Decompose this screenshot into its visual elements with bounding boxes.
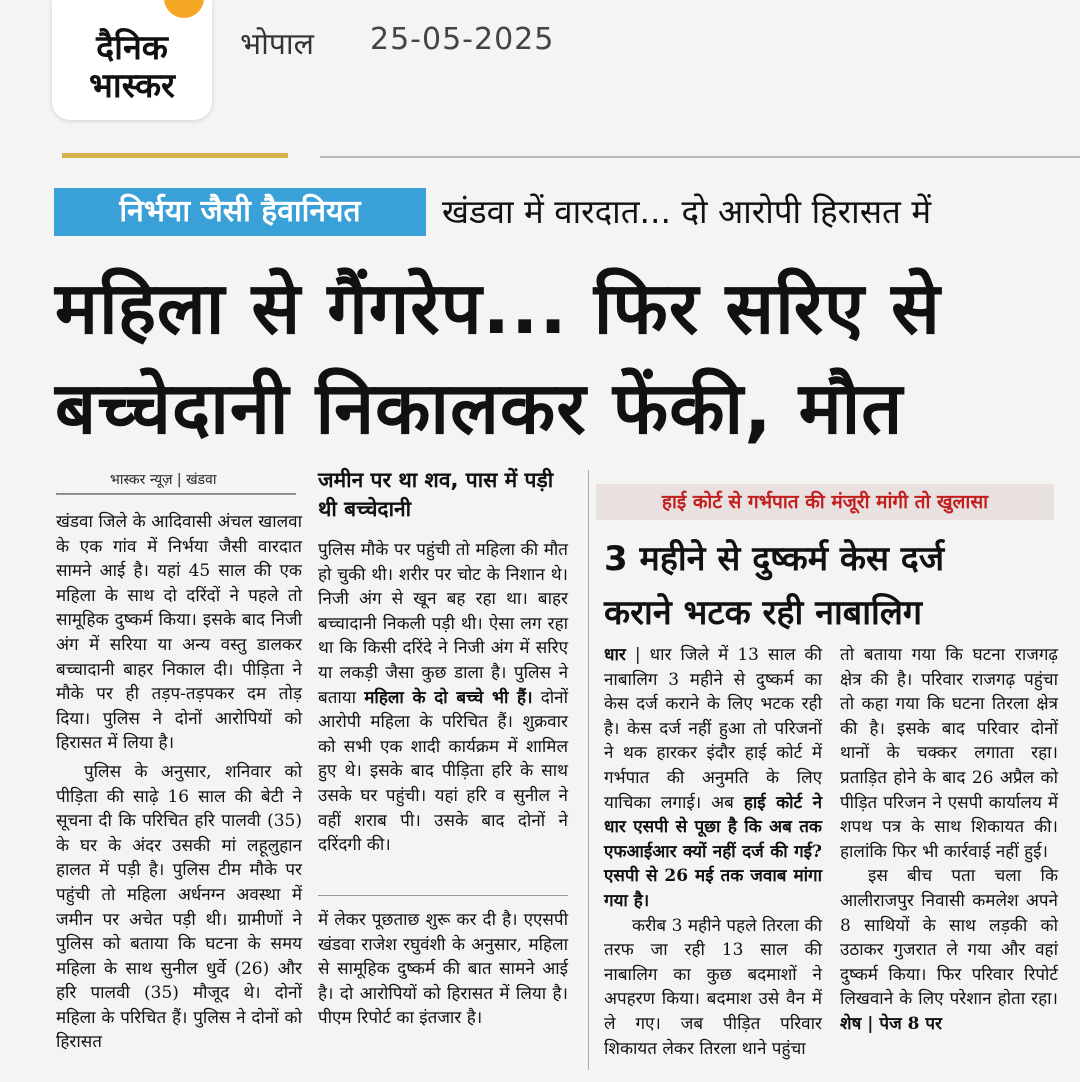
main-story-column1 <box>56 510 302 1055</box>
paragraph: पुलिस के अनुसार, शनिवार को पीड़िता की साढ़े 16 साल की बेटी ने सूचना दी कि परिचित हरि पालवी (35) के घर के अंदर उसकी मां लहूलुहान हालत में पड़ी है। पुलिस टीम मौके पर पहुंची तो महिला अर्धनग्न अवस्था में जमीन पर अचेत पड़ी थी। ग्रामीणों ने पुलिस को बताया कि घटना के समय महिला के साथ सुनील धुर्वे (26) और हरि पालवी (35) मौजूद थे। दोनों महिला के परिचित हैं। पुलिस ने दोनों को हिरासत <box>56 761 302 1053</box>
kicker-text: खंडवा में वारदात... दो आरोपी हिरासत में <box>442 192 932 231</box>
byline-divider <box>56 493 296 495</box>
story-divider <box>588 470 589 1070</box>
paragraph <box>318 538 568 858</box>
logo-text-line2: भास्कर <box>89 66 175 106</box>
paragraph: करीब 3 महीने पहले तिरला की तरफ जा रही 13 साल की नाबालिग का कुछ बदमाशों ने अपहरण किया। बदमाश उसे वैन में ले गए। जब पीड़ित परिवार शिकायत लेकर तिरला थाने पहुंचा <box>604 915 822 1059</box>
paragraph-text: पुलिस मौके पर पहुंची तो महिला की मौत हो चुकी थी। शरीर पर चोट के निशान थे। निजी अंग से खून बह रहा था। बाहर बच्चादानी निकली पड़ी थी। ऐसा लग रहा था कि किसी दरिंदे ने निजी अंग में सरिए या लकड़ी जैसा कुछ डाला है। पुलिस ने बताया <box>318 540 568 708</box>
headline-line1: महिला से गैंगरेप... फिर सरिए से <box>55 266 941 350</box>
side-story-kicker: हाई कोर्ट से गर्भपात की मंजूरी मांगी तो खुलासा <box>596 484 1054 520</box>
sun-logo-icon <box>164 0 204 18</box>
paragraph: तो बताया गया कि घटना राजगढ़ क्षेत्र की है। परिवार राजगढ़ पहुंचा तो कहा गया कि घटना तिरला क्षेत्र की है। इसके बाद परिवार दोनों थानों के चक्कर लगाता रहा। प्रताड़ित होने के बाद 26 अप्रैल को पीड़ित परिजन ने एसपी कार्यालय में शपथ पत्र के साथ शिकायत की। हालांकि फिर भी कार्रवाई नहीं हुई। <box>840 645 1058 862</box>
headline-line2: बच्चेदानी निकालकर फेंकी, मौत <box>55 366 904 450</box>
paragraph-text: इस बीच पता चला कि आलीराजपुर निवासी कमलेश अपने 8 साथियों के साथ लड़की को उठाकर गुजरात ले गया और वहां दुष्कर्म किया। फिर परिवार रिपोर्ट लिखवाने के लिए परेशान होता रहा। <box>840 866 1058 1010</box>
paragraph: खंडवा जिले के आदिवासी अंचल खालवा के एक गांव में निर्भया जैसी वारदात सामने आई है। यहां 45 साल की एक महिला के साथ दो दरिंदों ने पहले तो सामूहिक दुष्कर्म किया। इसके बाद निजी अंग में सरिया या अन्य वस्तु डालकर बच्चादानी बाहर निकाल दी। पीड़िता ने मौके पर ही तड़प-तड़पकर दम तोड़ दिया। पुलिस ने दोनों आरोपियों को हिरासत में लिया है। <box>56 512 302 754</box>
logo-text-line1: दैनिक <box>96 28 168 68</box>
kicker-tag: निर्भया जैसी हैवानियत <box>54 188 426 236</box>
side-story-column2 <box>840 643 1058 1037</box>
edition-date: 25-05-2025 <box>370 22 555 57</box>
main-story-column2-continued <box>318 908 568 1031</box>
dateline: धार <box>604 645 626 665</box>
paragraph-text: दोनों आरोपी महिला के परिचित हैं। शुक्रवार को सभी एक शादी कार्यक्रम में शामिल हुए थे। इसके बाद पीड़िता हरि के साथ उसके घर पहुंची। यहां हरि व सुनील ने वहीं शराब पी। उसके बाद दोनों ने दरिंदगी की। <box>318 687 568 856</box>
bold-highlight: हाई कोर्ट ने धार एसपी से पूछा है कि अब तक एफआईआर क्यों नहीं दर्ज की गई? एसपी से 26 मई तक जवाब मांगा गया है। <box>604 792 823 911</box>
paragraph <box>604 643 822 914</box>
side-headline-line2: कराने भटक रही नाबालिग <box>604 593 923 633</box>
continued-on-page: शेष | पेज 8 पर <box>840 1013 942 1034</box>
paragraph: में लेकर पूछताछ शुरू कर दी है। एएसपी खंडवा राजेश रघुवंशी के अनुसार, महिला से सामूहिक दुष्कर्म की बात सामने आई है। दो आरोपियों को हिरासत में लिया है। पीएम रिपोर्ट का इंतजार है। <box>318 910 568 1029</box>
side-headline-line1: 3 महीने से दुष्कर्म केस दर्ज <box>604 539 945 579</box>
side-story-column1 <box>604 643 822 1061</box>
paragraph-text: | धार जिले में 13 साल की नाबालिग 3 महीने से दुष्कर्म का केस दर्ज कराने के लिए भटक रही है। केस दर्ज नहीं हुआ तो परिजनों ने थक हारकर इंदौर हाई कोर्ट में गर्भपात की अनुमति के लिए याचिका लगाई। अब <box>604 645 822 813</box>
header-divider <box>320 156 1080 158</box>
column-divider <box>318 895 568 896</box>
header-accent-rule <box>62 153 288 158</box>
main-story-column2 <box>318 538 568 858</box>
bold-highlight: महिला के दो बच्चे भी हैं। <box>364 687 533 708</box>
byline: भास्कर न्यूज़ | खंडवा <box>110 472 217 488</box>
paragraph <box>840 864 1058 1036</box>
newspaper-logo <box>52 0 212 120</box>
subheading: जमीन पर था शव, पास में पड़ी थी बच्चेदानी <box>318 468 554 521</box>
edition-city: भोपाल <box>240 27 315 62</box>
